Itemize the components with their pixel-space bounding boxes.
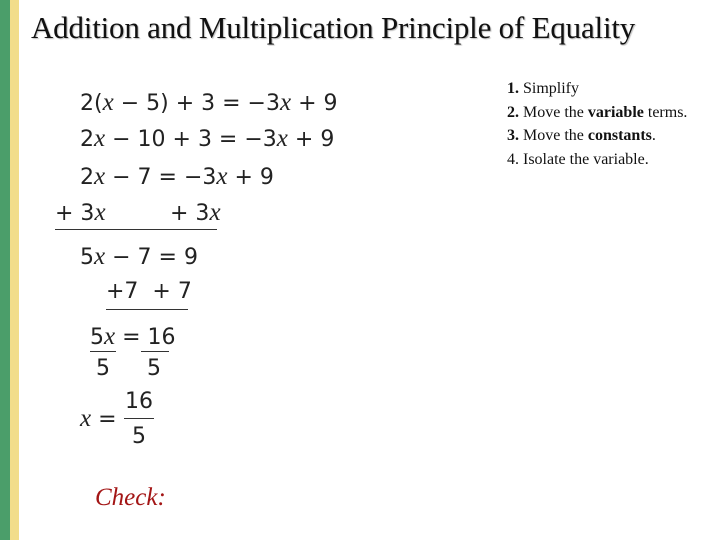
left-accent-bar-green [0,0,10,540]
steps-list [507,77,687,171]
equation-line-5: 5x − 7 = 9 [80,243,198,270]
solution-fraction-bar [124,418,154,419]
solution-denominator: 5 [132,424,146,449]
step-4: 4. Isolate the variable. [507,150,649,168]
add-constants-line: +7 + 7 [106,279,192,304]
add-term-left: + 3x [55,199,106,226]
denominator-left: 5 [96,356,110,381]
equation-line-2: 2x − 10 + 3 = −3x + 9 [80,125,335,152]
step-2: 2. Move the variable terms. [507,103,688,121]
solution-numerator: 16 [125,389,153,414]
equation-line-3: 2x − 7 = −3x + 9 [80,163,274,190]
left-accent-bar-yellow [10,0,19,540]
step-1: 1. Simplify [507,80,580,97]
fraction-bar-right [141,351,169,352]
step-3: 3. Move the constants. [507,127,656,144]
slide-title: Addition and Multiplication Principle of Equality [31,10,636,45]
equation-line-1: 2(x − 5) + 3 = −3x + 9 [80,89,338,116]
divide-numerator-line: 5x = 16 [90,323,176,350]
check-label: Check: [95,484,166,511]
sum-rule-line-2 [106,309,188,310]
fraction-bar-left [90,351,116,352]
denominator-right: 5 [147,356,161,381]
solution-lhs: x = [80,405,117,432]
sum-rule-line-1 [55,229,217,230]
add-term-right: + 3x [170,199,221,226]
